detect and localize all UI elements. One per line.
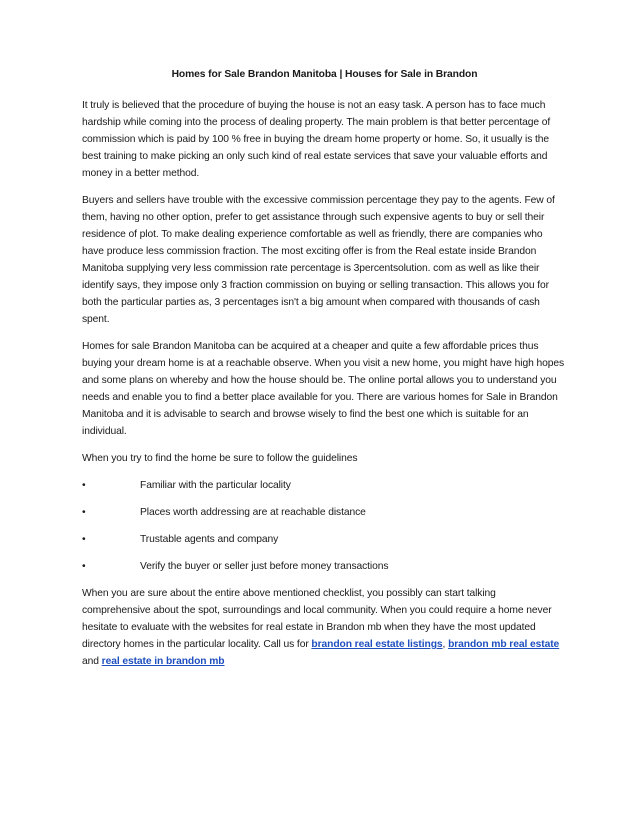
list-item xyxy=(82,477,567,494)
real-estate-in-brandon-mb-link[interactable]: real estate in brandon mb xyxy=(101,656,225,667)
bullet-icon: • xyxy=(82,507,86,518)
list-item-text: Places worth addressing are at reachable distance xyxy=(140,507,366,518)
list-item-text: Verify the buyer or seller just before money transactions xyxy=(140,561,389,572)
paragraph-closing xyxy=(82,585,567,670)
paragraph-commission: Buyers and sellers have trouble with the excessive commission percentage they pay to the agents. Few of them, having no other option, prefer to get assistance through such expensive agents to buy or sell their residence of plot. To make dealing experience comfortable as well as friendly, there are companies who have produce less commission fraction. The most exciting offer is from the Real estate inside Brandon Manitoba supplying very less commission rate percentage is 3percentsolution. com as well as like their identify says, they impose only 3 fraction commission on buying or selling transaction. This allows you for both the particular parties as, 3 percentages isn't a big amount when compared with thousands of cash spent. xyxy=(82,195,555,325)
link-separator: and xyxy=(82,656,102,667)
brandon-real-estate-listings-link[interactable]: brandon real estate listings xyxy=(311,639,443,650)
paragraph-homes-for-sale: Homes for sale Brandon Manitoba can be acquired at a cheaper and quite a few affordable prices thus buying your dream home is at a reachable observe. When you visit a new home, you might have high hopes and some plans on whereby and how the house should be. The online portal allows you to understand you needs and enable you to find a better place available for you. There are various homes for Sale in Brandon Manitoba and it is advisable to search and browse wisely to find the best one which is suitable for an individual. xyxy=(82,341,565,437)
paragraph-intro: It truly is believed that the procedure of buying the house is not an easy task. A person has to face much hardship while coming into the process of dealing property. The main problem is that better percentage of commission which is paid by 100 % free in buying the dream home property or home. So, it usually is the best training to make picking an only such kind of real estate services that save your valuable efforts and money in a better method. xyxy=(82,100,551,179)
brandon-mb-real-estate-link[interactable]: brandon mb real estate xyxy=(448,639,560,650)
list-item xyxy=(82,504,567,521)
closing-text: When you are sure about the entire above mentioned checklist, you possibly can start talking comprehensive about the spot, surroundings and local community. When you could require a home never hesitate to evaluate with the websites for real estate in Brandon mb when they have the most updated directory homes in the particular locality. Call us for xyxy=(82,588,552,650)
link-separator: , xyxy=(442,639,449,650)
bullet-icon: • xyxy=(82,561,86,572)
bullet-icon: • xyxy=(82,534,86,545)
paragraph-guidelines-intro: When you try to find the home be sure to follow the guidelines xyxy=(82,453,358,464)
list-item xyxy=(82,558,567,575)
document-page xyxy=(82,66,567,680)
document-title: Homes for Sale Brandon Manitoba | Houses for Sale in Brandon xyxy=(171,69,478,80)
guidelines-list xyxy=(82,477,567,575)
bullet-icon: • xyxy=(82,480,86,491)
list-item xyxy=(82,531,567,548)
list-item-text: Familiar with the particular locality xyxy=(140,480,291,491)
list-item-text: Trustable agents and company xyxy=(140,534,279,545)
